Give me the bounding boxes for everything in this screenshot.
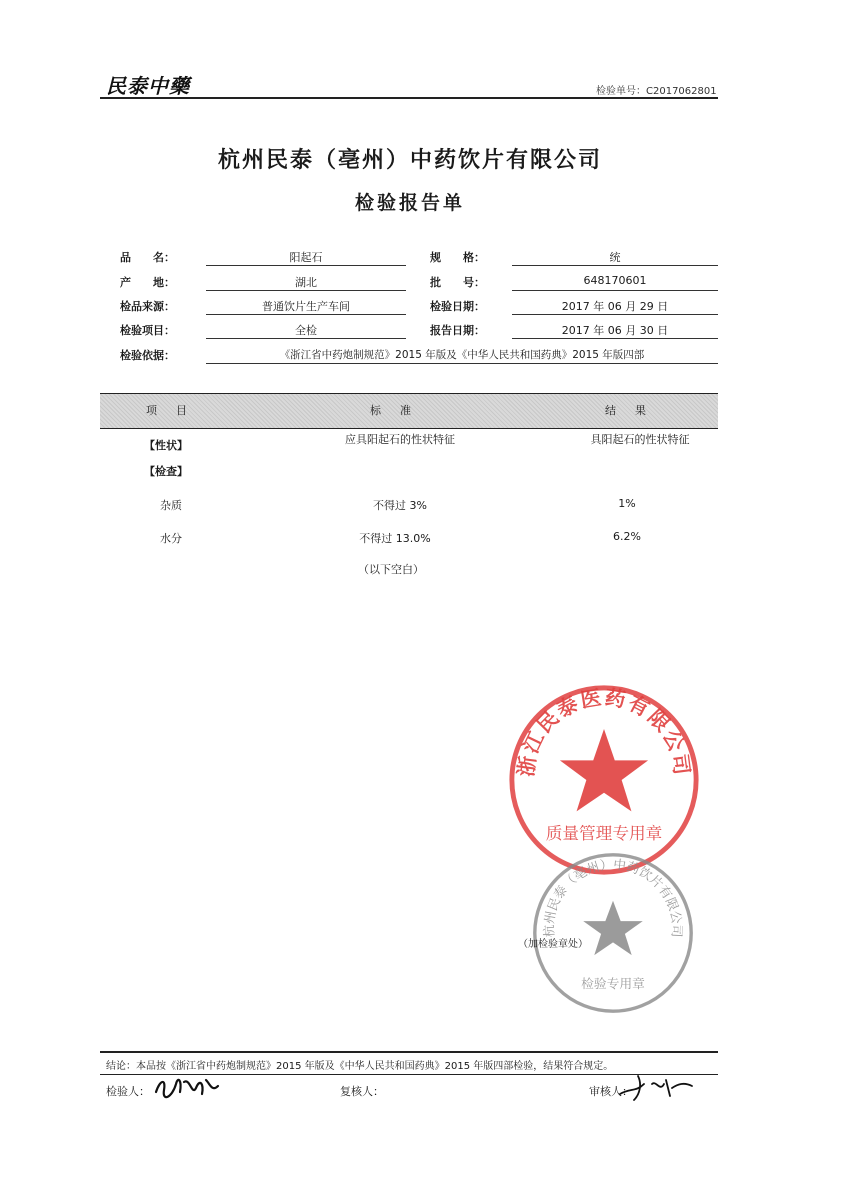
column-header-result: 结 果 xyxy=(605,404,650,417)
column-header-standard: 标 准 xyxy=(370,404,415,417)
red-seal-bottom-text: 质量管理专用章 xyxy=(545,823,663,843)
report-date-label: 报告日期： xyxy=(430,324,485,337)
spec-underline xyxy=(512,265,718,266)
table-row-result: 具阳起石的性状特征 xyxy=(590,433,690,446)
batch-label: 批 号： xyxy=(430,276,485,289)
blank-note: （以下空白） xyxy=(358,563,424,576)
seal-placement-note: （加检验章处） xyxy=(518,939,588,950)
test-date-value: 2017 年 06 月 29 日 xyxy=(561,300,669,313)
company-title: 杭州民泰（亳州）中药饮片有限公司 xyxy=(217,148,602,173)
item-underline xyxy=(206,338,406,339)
basis-label: 检验依据： xyxy=(120,349,175,362)
table-row-item: 水分 xyxy=(160,532,182,545)
source-label: 检品来源： xyxy=(120,300,175,313)
basis-value: 《浙江省中药炮制规范》2015 年版及《中华人民共和国药典》2015 年版四部 xyxy=(279,349,645,361)
basis-underline xyxy=(206,363,718,364)
table-row-result: 1% xyxy=(618,497,636,510)
batch-value: 648170601 xyxy=(583,274,647,287)
test-date-underline xyxy=(512,314,718,315)
inspector-signature xyxy=(152,1070,222,1102)
document-number: 检验单号：C2017062801 xyxy=(596,86,717,97)
name-label: 品 名： xyxy=(120,251,175,264)
inspection-seal xyxy=(528,848,698,1018)
column-header-item: 项 目 xyxy=(146,404,191,417)
conclusion-text: 结论：本品按《浙江省中药炮制规范》2015 年版及《中华人民共和国药典》2015 年版四部检验，结果符合规定。 xyxy=(106,1061,614,1072)
table-row-item: 杂质 xyxy=(160,499,182,512)
table-row-result: 6.2% xyxy=(613,530,641,543)
reviewer-label: 复核人： xyxy=(340,1085,384,1098)
name-underline xyxy=(206,265,406,266)
origin-value: 湖北 xyxy=(295,276,317,289)
grey-seal-bottom-text: 检验专用章 xyxy=(581,977,645,993)
report-date-value: 2017 年 06 月 30 日 xyxy=(561,324,669,337)
batch-underline xyxy=(512,290,718,291)
source-underline xyxy=(206,314,406,315)
approver-label: 审核人： xyxy=(589,1085,633,1098)
origin-label: 产 地： xyxy=(120,276,175,289)
source-value: 普通饮片生产车间 xyxy=(262,300,350,313)
grey-seal-top-text: 杭州民泰（亳州）中药饮片有限公司 xyxy=(542,857,684,938)
header-rule xyxy=(100,97,718,99)
table-row-standard: 不得过 3% xyxy=(373,499,427,512)
approver-signature xyxy=(616,1070,696,1104)
item-value: 全检 xyxy=(295,324,317,337)
test-date-label: 检验日期： xyxy=(430,300,485,313)
table-row-item: 【检查】 xyxy=(144,465,188,478)
name-value: 阳起石 xyxy=(289,251,323,264)
table-row-standard: 不得过 13.0% xyxy=(359,532,431,545)
footer-rule xyxy=(100,1051,718,1053)
table-row-standard: 应具阳起石的性状特征 xyxy=(345,433,455,446)
red-seal-top-text: 浙江民泰医药有限公司 xyxy=(513,685,695,779)
report-title: 检验报告单 xyxy=(354,192,465,214)
spec-value: 统 xyxy=(609,251,621,264)
company-logo: 民泰中藥 xyxy=(106,74,190,98)
origin-underline xyxy=(206,290,406,291)
item-label: 检验项目： xyxy=(120,324,175,337)
spec-label: 规 格： xyxy=(430,251,485,264)
report-date-underline xyxy=(512,338,718,339)
inspector-label: 检验人： xyxy=(106,1085,150,1098)
table-row-item: 【性状】 xyxy=(144,439,188,452)
